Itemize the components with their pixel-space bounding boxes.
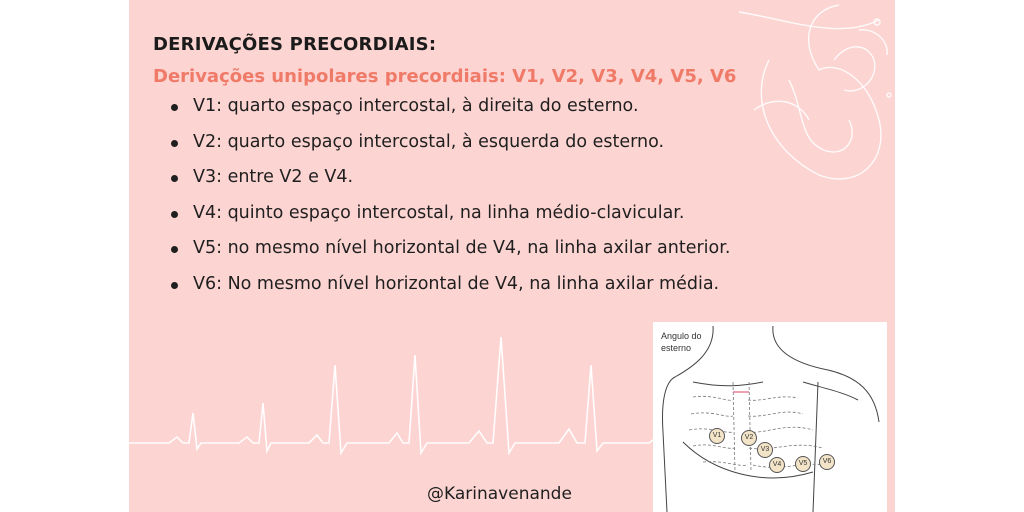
author-handle: @Karinavenande: [427, 484, 572, 504]
list-item: [167, 238, 877, 274]
list-item: [167, 96, 877, 132]
slide-card: [129, 0, 895, 512]
subtitle: Derivações unipolares precordiais: V1, V2, V3, V4, V5, V6: [153, 66, 737, 87]
electrode-v2: V2: [741, 430, 757, 446]
list-item: [167, 274, 877, 310]
list-item: [167, 203, 877, 239]
lead-position-list: [167, 96, 877, 309]
electrode-v4: V4: [769, 457, 785, 473]
bullet-icon: [171, 175, 178, 182]
bullet-icon: [171, 282, 178, 289]
chest-lead-diagram: [653, 322, 887, 512]
label-line: Angulo do: [661, 331, 702, 341]
bullet-icon: [171, 246, 178, 253]
list-item-text: V2: quarto espaço intercostal, à esquerda do esterno.: [193, 131, 665, 152]
electrode-v5: V5: [795, 456, 811, 472]
list-item-text: V3: entre V2 e V4.: [193, 167, 354, 187]
label-line: esterno: [661, 343, 692, 353]
ecg-line-icon: [129, 325, 689, 455]
page-title: DERIVAÇÕES PRECORDIAIS:: [153, 34, 437, 55]
electrode-v1: V1: [709, 428, 725, 444]
sternal-angle-label: [661, 330, 702, 354]
list-item-text: V4: quinto espaço intercostal, na linha médio-clavicular.: [193, 202, 685, 223]
electrode-v6: V6: [819, 454, 835, 470]
bullet-icon: [171, 140, 178, 147]
bullet-icon: [171, 104, 178, 111]
list-item: [167, 132, 877, 168]
list-item-text: V5: no mesmo nível horizontal de V4, na linha axilar anterior.: [193, 238, 731, 258]
list-item: [167, 167, 877, 203]
bullet-icon: [171, 211, 178, 218]
electrode-v3: V3: [757, 442, 773, 458]
list-item-text: V6: No mesmo nível horizontal de V4, na linha axilar média.: [193, 273, 720, 294]
list-item-text: V1: quarto espaço intercostal, à direita do esterno.: [193, 96, 639, 116]
